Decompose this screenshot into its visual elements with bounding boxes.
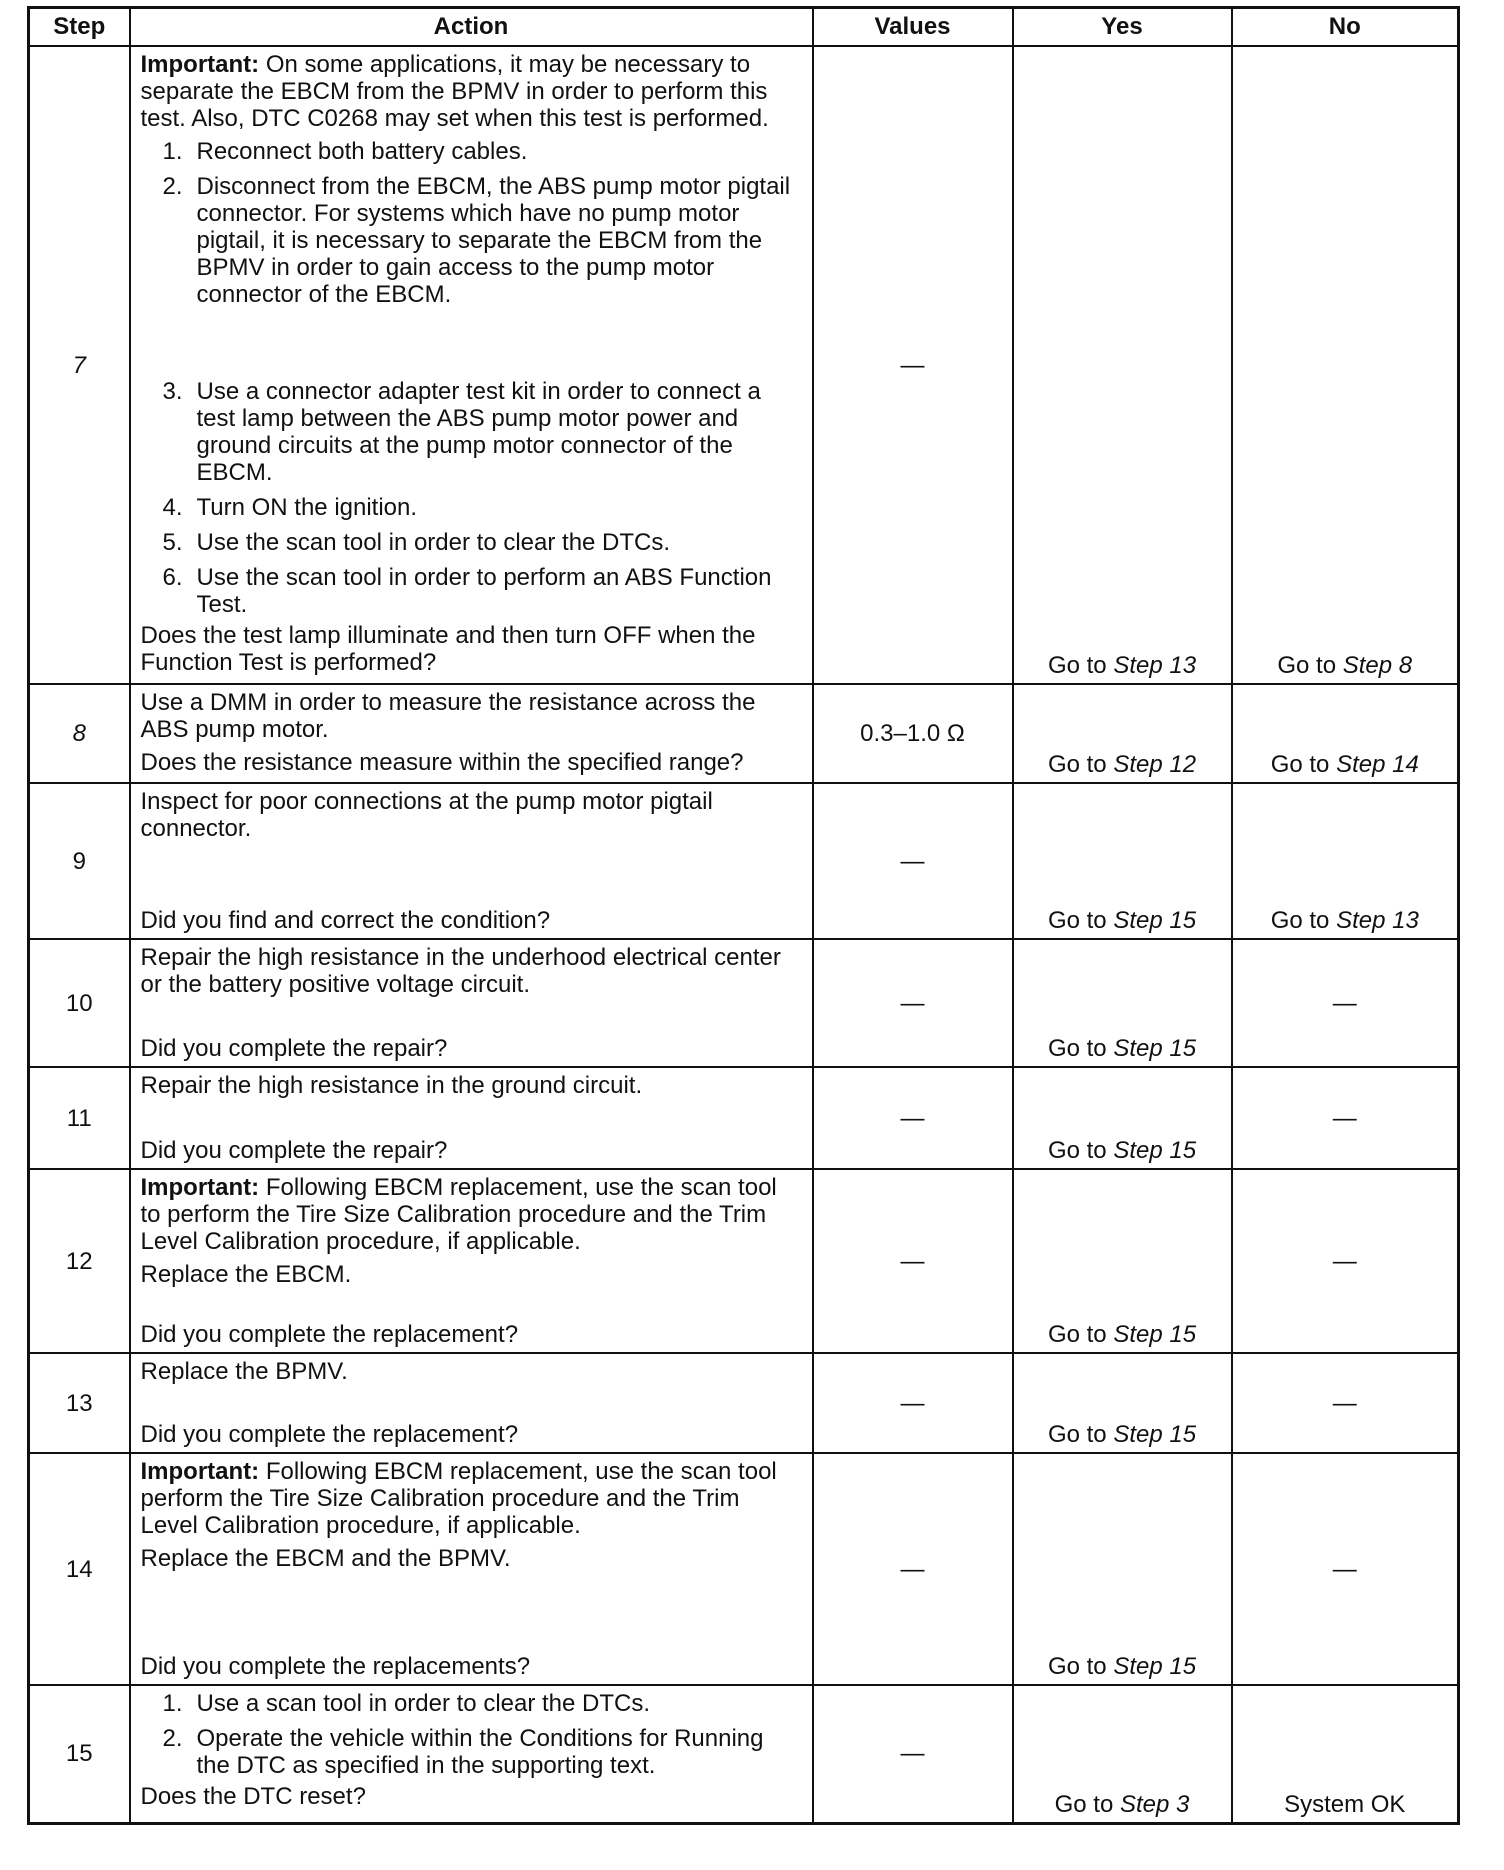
header-row xyxy=(29,8,1459,47)
substep-number: 4. xyxy=(162,494,183,521)
list-item xyxy=(163,1725,802,1779)
step-number: 11 xyxy=(29,1067,130,1169)
yes-cell xyxy=(1013,1169,1232,1353)
step-ref: Step 15 xyxy=(1113,1137,1197,1164)
question: Does the test lamp illuminate and then turn OFF when the Function Test is performed? xyxy=(140,622,756,676)
action-text: Replace the EBCM and the BPMV. xyxy=(140,1545,511,1572)
step-ref: Step 13 xyxy=(1113,652,1197,679)
step-ref: Step 8 xyxy=(1342,652,1413,679)
no-cell: System OK xyxy=(1232,1685,1459,1823)
table-row xyxy=(29,46,1459,684)
important-label: Important: xyxy=(140,1458,260,1485)
table-row xyxy=(29,1353,1459,1453)
action-cell xyxy=(130,46,813,684)
value-cell: — xyxy=(813,939,1013,1067)
action-cell xyxy=(130,1453,813,1685)
step-number: 12 xyxy=(29,1169,130,1353)
substep-text: Operate the vehicle within the Conditions for Running the DTC as specified in the supporting text. xyxy=(196,1725,764,1779)
important-label: Important: xyxy=(140,51,260,78)
step-number: 10 xyxy=(29,939,130,1067)
question: Did you find and correct the condition? xyxy=(140,907,551,934)
substep-text: Reconnect both battery cables. xyxy=(196,138,528,165)
step-ref: Step 12 xyxy=(1113,751,1197,778)
header-action: Action xyxy=(130,8,813,47)
no-cell: — xyxy=(1232,1169,1459,1353)
list-item xyxy=(163,378,802,486)
substep-number: 3. xyxy=(162,378,183,405)
yes-cell xyxy=(1013,1353,1232,1453)
action-cell xyxy=(130,939,813,1067)
substep-number: 2. xyxy=(162,1725,183,1752)
list-item xyxy=(163,138,802,165)
header-no: No xyxy=(1232,8,1459,47)
step-number: 13 xyxy=(29,1353,130,1453)
goto-label: Go to xyxy=(1054,1790,1114,1818)
question: Does the resistance measure within the specified range? xyxy=(140,749,744,776)
diagnostic-table-page xyxy=(27,6,1460,1825)
action-cell xyxy=(130,1067,813,1169)
no-cell: — xyxy=(1232,939,1459,1067)
step-ref: Step 15 xyxy=(1113,1653,1197,1680)
goto-label: Go to xyxy=(1047,751,1107,778)
action-cell xyxy=(130,783,813,939)
substep-list xyxy=(141,138,802,618)
action-text: Replace the BPMV. xyxy=(140,1358,348,1385)
question: Does the DTC reset? xyxy=(140,1783,366,1810)
no-cell xyxy=(1232,684,1459,783)
value-cell: — xyxy=(813,1067,1013,1169)
step-ref: Step 15 xyxy=(1113,1421,1197,1448)
action-text: Repair the high resistance in the underhood electrical center or the battery positive voltage circuit. xyxy=(140,944,781,998)
question: Did you complete the repair? xyxy=(140,1137,448,1164)
question: Did you complete the replacements? xyxy=(140,1653,531,1680)
diagnostic-table xyxy=(27,6,1460,1825)
table-row xyxy=(29,684,1459,783)
step-ref: Step 3 xyxy=(1119,1790,1190,1818)
substep-text: Turn ON the ignition. xyxy=(196,494,418,521)
no-cell: — xyxy=(1232,1353,1459,1453)
substep-number: 6. xyxy=(162,564,183,591)
value-cell: — xyxy=(813,1353,1013,1453)
header-yes: Yes xyxy=(1013,8,1232,47)
step-number: 15 xyxy=(29,1685,130,1823)
no-cell xyxy=(1232,46,1459,684)
action-text: Repair the high resistance in the ground circuit. xyxy=(140,1072,643,1099)
action-cell xyxy=(130,1685,813,1823)
step-number: 8 xyxy=(29,684,130,783)
action-cell xyxy=(130,684,813,783)
header-values: Values xyxy=(813,8,1013,47)
important-note xyxy=(141,1174,802,1255)
action-cell xyxy=(130,1169,813,1353)
question: Did you complete the repair? xyxy=(140,1035,448,1062)
substep-number: 2. xyxy=(162,173,183,200)
no-cell: — xyxy=(1232,1067,1459,1169)
step-ref: Step 15 xyxy=(1113,1035,1197,1062)
action-cell xyxy=(130,1353,813,1453)
table-row xyxy=(29,1685,1459,1823)
goto-label: Go to xyxy=(1047,907,1107,934)
table-row xyxy=(29,1169,1459,1353)
step-ref: Step 14 xyxy=(1336,751,1419,778)
important-text: On some applications, it may be necessary to separate the EBCM from the BPMV in order to perform this test. Also, DTC C0268 may set when this test is performed. xyxy=(140,51,769,132)
substep-number: 5. xyxy=(162,529,183,556)
important-label: Important: xyxy=(140,1174,260,1201)
substep-text: Use the scan tool in order to perform an ABS Function Test. xyxy=(196,564,772,618)
substep-text: Use a connector adapter test kit in order to connect a test lamp between the ABS pump motor power and ground circuits at the pump motor connector of the EBCM. xyxy=(196,378,761,486)
list-item xyxy=(163,564,802,618)
value-cell: — xyxy=(813,1685,1013,1823)
goto-label: Go to xyxy=(1047,1035,1107,1062)
list-item xyxy=(163,494,802,521)
action-text: Inspect for poor connections at the pump motor pigtail connector. xyxy=(140,788,713,842)
substep-text: Use the scan tool in order to clear the DTCs. xyxy=(196,529,671,556)
yes-cell xyxy=(1013,1453,1232,1685)
step-number: 7 xyxy=(29,46,130,684)
goto-label: Go to xyxy=(1047,1421,1107,1448)
question: Did you complete the replacement? xyxy=(140,1421,519,1448)
list-item xyxy=(163,529,802,556)
list-item xyxy=(163,1690,802,1717)
value-cell: — xyxy=(813,1169,1013,1353)
important-note xyxy=(141,1458,802,1539)
step-ref: Step 15 xyxy=(1113,907,1197,934)
important-note xyxy=(141,51,802,132)
important-text: Following EBCM replacement, use the scan tool perform the Tire Size Calibration procedure and the Trim Level Calibration procedure, if applicable. xyxy=(140,1458,777,1539)
question: Did you complete the replacement? xyxy=(140,1321,519,1348)
value-cell: — xyxy=(813,783,1013,939)
yes-cell xyxy=(1013,783,1232,939)
yes-cell xyxy=(1013,939,1232,1067)
step-number: 14 xyxy=(29,1453,130,1685)
substep-list xyxy=(141,1690,802,1779)
action-text: Replace the EBCM. xyxy=(140,1261,352,1288)
goto-label: Go to xyxy=(1047,1321,1107,1348)
table-row xyxy=(29,939,1459,1067)
substep-number: 1. xyxy=(162,138,183,165)
substep-text: Use a scan tool in order to clear the DTCs. xyxy=(196,1690,651,1717)
goto-label: Go to xyxy=(1270,907,1330,934)
value-cell: 0.3–1.0 Ω xyxy=(813,684,1013,783)
goto-label: Go to xyxy=(1277,652,1337,679)
value-cell: — xyxy=(813,1453,1013,1685)
goto-label: Go to xyxy=(1270,751,1330,778)
table-row xyxy=(29,1067,1459,1169)
header-step: Step xyxy=(29,8,130,47)
value-cell: — xyxy=(813,46,1013,684)
yes-cell xyxy=(1013,46,1232,684)
goto-label: Go to xyxy=(1047,1653,1107,1680)
step-ref: Step 15 xyxy=(1113,1321,1197,1348)
yes-cell xyxy=(1013,684,1232,783)
step-number: 9 xyxy=(29,783,130,939)
yes-cell xyxy=(1013,1685,1232,1823)
goto-label: Go to xyxy=(1047,1137,1107,1164)
yes-cell xyxy=(1013,1067,1232,1169)
step-ref: Step 13 xyxy=(1336,907,1419,934)
important-text: Following EBCM replacement, use the scan tool to perform the Tire Size Calibration procedure and the Trim Level Calibration procedure, if applicable. xyxy=(140,1174,777,1255)
no-cell xyxy=(1232,783,1459,939)
no-cell: — xyxy=(1232,1453,1459,1685)
table-row xyxy=(29,783,1459,939)
list-item xyxy=(163,173,802,308)
substep-text: Disconnect from the EBCM, the ABS pump motor pigtail connector. For systems which have no pump motor pigtail, it is necessary to separate the EBCM from the BPMV in order to gain access to the pump motor connector of the EBCM. xyxy=(196,173,791,308)
goto-label: Go to xyxy=(1047,652,1107,679)
action-text: Use a DMM in order to measure the resistance across the ABS pump motor. xyxy=(140,689,756,743)
table-row xyxy=(29,1453,1459,1685)
substep-number: 1. xyxy=(162,1690,183,1717)
